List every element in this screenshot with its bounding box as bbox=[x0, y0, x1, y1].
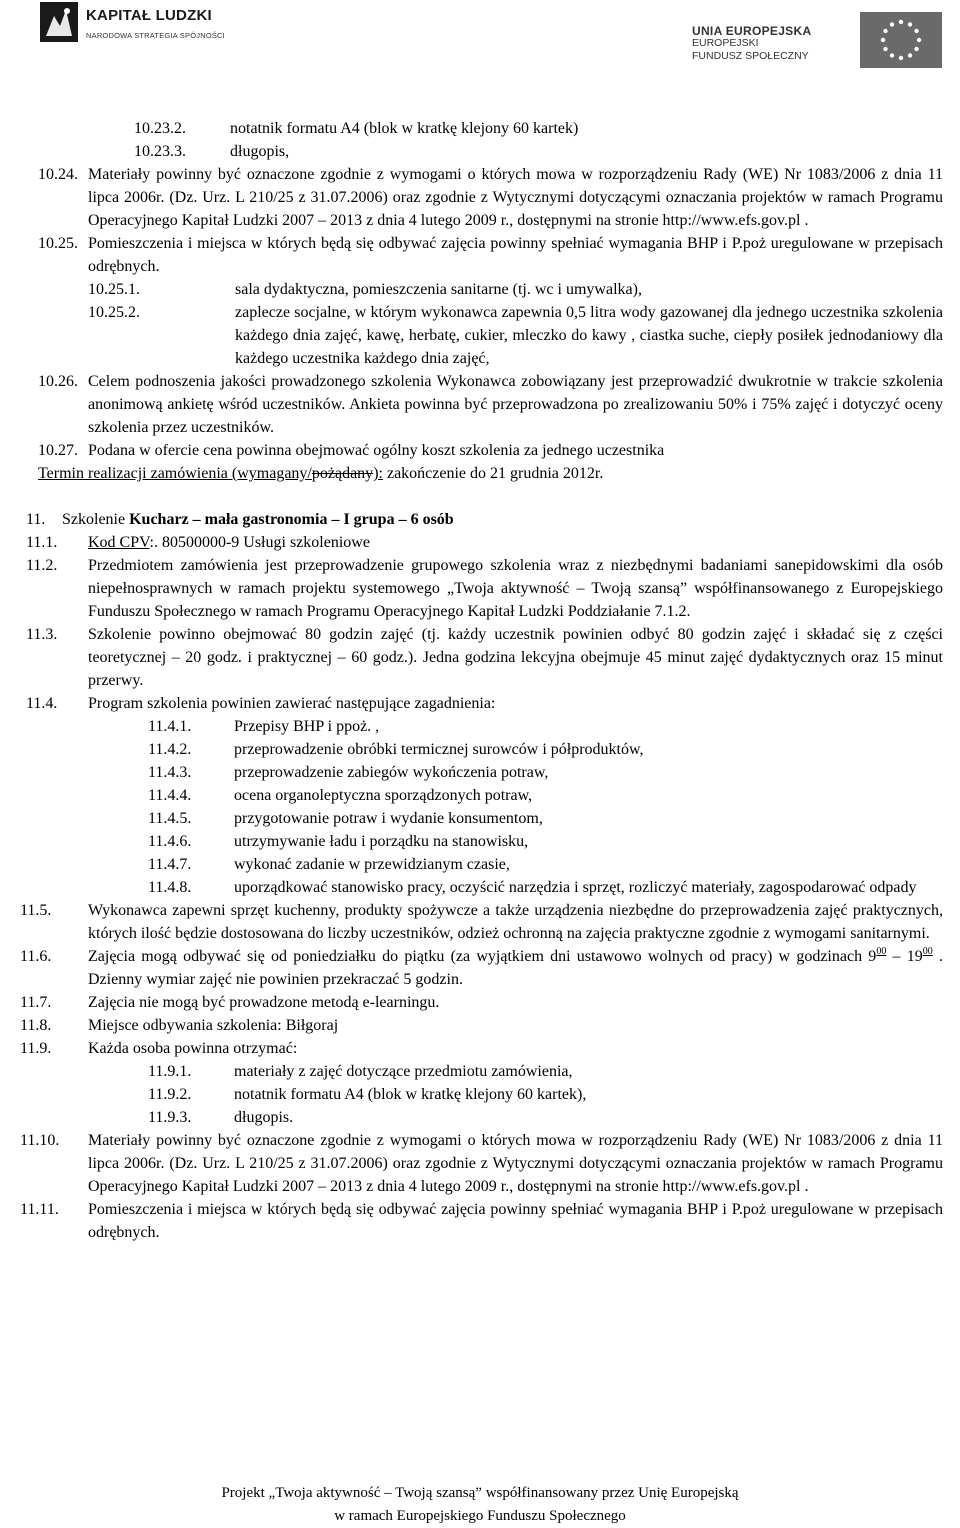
item-text: Przedmiotem zamówienia jest przeprowadzenie grupowego szkolenia wraz z niezbędnymi badaniami sanepidowskimi dla osób niepełnosprawnych w ramach projektu systemowego „Twoja aktywność – Twoją szansą” współfinansowanego z Europejskiego Funduszu Społecznego w ramach Programu Operacyjnego Kapitał Ludzki Poddziałanie 7.1.2. bbox=[88, 557, 943, 620]
section-title-bold: Kucharz – mała gastronomia – I grupa – 6 osób bbox=[129, 511, 454, 528]
item-text: Pomieszczenia i miejsca w których będą się odbywać zajęcia powinny spełniać wymagania BHP i P.poż uregulowane w przepisach odrębnych. bbox=[88, 1201, 943, 1241]
item-number: 11.4.3. bbox=[148, 764, 192, 781]
item-number: 10.27. bbox=[38, 442, 78, 459]
item-text: uporządkować stanowisko pracy, oczyścić narzędzia i sprzęt, rozliczyć materiały, zagospodarować odpady bbox=[234, 879, 917, 896]
document-body bbox=[20, 117, 944, 1244]
eu-flag-icon bbox=[860, 12, 942, 68]
hours-start-minutes: 00 bbox=[876, 946, 887, 957]
item-number: 11.4.5. bbox=[148, 810, 192, 827]
item-text: długopis. bbox=[234, 1109, 294, 1126]
item-number: 10.26. bbox=[38, 373, 78, 390]
item-number: 11.4.4. bbox=[148, 787, 192, 804]
list-item bbox=[38, 1060, 943, 1083]
item-number: 11.4.6. bbox=[148, 833, 192, 850]
item-text: przeprowadzenie obróbki termicznej surowców i półproduktów, bbox=[234, 741, 644, 758]
item-number: 10.23.3. bbox=[134, 143, 186, 160]
item-number: 10.25.1. bbox=[88, 281, 140, 298]
item-number: 10.25. bbox=[38, 235, 78, 252]
item-text: Szkolenie powinno obejmować 80 godzin zajęć (tj. każdy uczestnik powinien odbyć 80 godzin zajęć i składać się z części teoretycznej – 20 godz. i praktycznej – 60 godz.). Jedna godzina lekcyjna obejmuje 45 minut zajęć dydaktycznych oraz 15 minut przerwy. bbox=[88, 626, 943, 689]
right-logo-line1: UNIA EUROPEJSKA bbox=[692, 24, 812, 38]
item-number: 11.4. bbox=[26, 695, 58, 712]
item-number: 11.9.1. bbox=[148, 1063, 192, 1080]
item-text: utrzymywanie ładu i porządku na stanowisku, bbox=[234, 833, 529, 850]
list-item bbox=[26, 623, 943, 692]
list-item bbox=[38, 784, 943, 807]
program-sublist bbox=[38, 715, 943, 899]
right-logo-line2: EUROPEJSKI bbox=[692, 37, 759, 49]
item-number: 11.4.8. bbox=[148, 879, 192, 896]
list-item bbox=[20, 945, 943, 991]
list-item bbox=[20, 899, 943, 945]
item-text: przygotowanie potraw i wydanie konsumentom, bbox=[234, 810, 543, 827]
item-text: długopis, bbox=[230, 143, 290, 160]
cpv-label: Kod CPV bbox=[88, 534, 150, 551]
item-text: Podana w ofercie cena powinna obejmować ogólny koszt szkolenia za jednego uczestnika bbox=[88, 442, 665, 459]
item-text: notatnik formatu A4 (blok w kratkę klejony 60 kartek), bbox=[234, 1086, 587, 1103]
section-title bbox=[62, 508, 454, 531]
list-item bbox=[38, 876, 943, 899]
kapital-ludzki-emblem-icon bbox=[40, 2, 78, 42]
item-text: Zajęcia nie mogą być prowadzone metodą e-learningu. bbox=[88, 994, 440, 1011]
footer-line1: Projekt „Twoja aktywność – Twoją szansą” współfinansowany przez Unię Europejską bbox=[221, 1485, 739, 1501]
item-number: 10.24. bbox=[38, 166, 78, 183]
hours-text-b: – 19 bbox=[886, 948, 923, 965]
list-item bbox=[20, 1037, 943, 1060]
item-text bbox=[88, 531, 943, 554]
list-item bbox=[38, 232, 943, 278]
item-number: 11.4.1. bbox=[148, 718, 192, 735]
item-text: wykonać zadanie w przewidzianym czasie, bbox=[234, 856, 510, 873]
item-text: materiały z zajęć dotyczące przedmiotu zamówienia, bbox=[234, 1063, 573, 1080]
list-item bbox=[20, 991, 943, 1014]
item-number: 11.10. bbox=[20, 1132, 60, 1149]
list-item bbox=[38, 140, 943, 163]
list-item bbox=[38, 439, 943, 462]
termin-value: zakończenie do 21 grudnia 2012r. bbox=[382, 465, 604, 482]
item-number: 11.9.3. bbox=[148, 1109, 192, 1126]
section-number: 11. bbox=[26, 511, 46, 528]
list-item bbox=[38, 301, 943, 370]
item-number: 11.7. bbox=[20, 994, 52, 1011]
item-text bbox=[88, 945, 943, 991]
item-number: 11.6. bbox=[20, 948, 52, 965]
list-item bbox=[38, 1106, 943, 1129]
materials-sublist bbox=[38, 1060, 943, 1129]
list-item bbox=[38, 715, 943, 738]
item-number: 10.23.2. bbox=[134, 120, 186, 137]
list-item bbox=[38, 830, 943, 853]
item-text: Wykonawca zapewni sprzęt kuchenny, produkty spożywcze a także urządzenia niezbędne do przeprowadzenia zajęć praktycznych, których ilość będzie dostosowana do liczby uczestników, odzież ochronną na zajęcia praktyczne zgodnie z wymogami sanitarnymi. bbox=[88, 902, 943, 942]
list-item bbox=[38, 117, 943, 140]
item-number: 11.1. bbox=[26, 534, 58, 551]
item-text: Materiały powinny być oznaczone zgodnie z wymogami o których mowa w rozporządzeniu Rady (WE) Nr 1083/2006 z dnia 11 lipca 2006r. (Dz. Urz. L 210/25 z 31.07.2006) oraz zgodnie z Wytycznymi dotyczącymi oznaczania projektów w ramach Programu Operacyjnego Kapitał Ludzki 2007 – 2013 z dnia 4 lutego 2009 r., dostępnymi na stronie http://www.efs.gov.pl . bbox=[88, 1132, 943, 1195]
page-header bbox=[0, 0, 960, 80]
termin-label: Termin realizacji zamówienia (wymagany/ bbox=[38, 465, 312, 482]
left-logo-title: KAPITAŁ LUDZKI bbox=[86, 7, 212, 24]
hours-end-minutes: 00 bbox=[922, 946, 933, 957]
item-number: 11.8. bbox=[20, 1017, 52, 1034]
list-item bbox=[38, 761, 943, 784]
item-number: 11.3. bbox=[26, 626, 58, 643]
item-number: 11.9.2. bbox=[148, 1086, 192, 1103]
item-text: Celem podnoszenia jakości prowadzonego szkolenia Wykonawca zobowiązany jest przeprowadzić dwukrotnie w trakcie szkolenia anonimową ankietę wśród uczestników. Ankieta powinna być przeprowadzona po zrealizowaniu 50% i 75% zajęć i dotyczyć oceny szkolenia przez uczestników. bbox=[88, 373, 943, 436]
list-item bbox=[38, 163, 943, 232]
item-number: 11.2. bbox=[26, 557, 58, 574]
cpv-value: :. 80500000-9 Usługi szkoleniowe bbox=[149, 534, 370, 551]
termin-struck: pożądany bbox=[311, 465, 374, 482]
item-number: 11.4.7. bbox=[148, 856, 192, 873]
termin-close: ): bbox=[373, 465, 383, 482]
left-logo-subtitle: NARODOWA STRATEGIA SPÓJNOŚCI bbox=[86, 31, 225, 40]
list-item bbox=[38, 278, 943, 301]
hours-text-a: Zajęcia mogą odbywać się od poniedziałku do piątku (za wyjątkiem dni ustawowo wolnych od pracy) w godzinach 9 bbox=[88, 948, 877, 965]
item-number: 11.5. bbox=[20, 902, 52, 919]
item-text: sala dydaktyczna, pomieszczenia sanitarne (tj. wc i umywalka), bbox=[235, 281, 642, 298]
list-item bbox=[20, 1129, 943, 1198]
termin-line bbox=[38, 462, 943, 485]
list-item bbox=[20, 1198, 943, 1244]
footer-line2: w ramach Europejskiego Funduszu Społecznego bbox=[334, 1508, 626, 1524]
list-item bbox=[26, 554, 943, 623]
list-item bbox=[26, 531, 943, 554]
section-title-prefix: Szkolenie bbox=[62, 511, 130, 528]
list-item bbox=[38, 807, 943, 830]
item-text: Materiały powinny być oznaczone zgodnie z wymogami o których mowa w rozporządzeniu Rady (WE) Nr 1083/2006 z dnia 11 lipca 2006r. (Dz. Urz. L 210/25 z 31.07.2006) oraz zgodnie z Wytycznymi dotyczącymi oznaczania projektów w ramach Programu Operacyjnego Kapitał Ludzki 2007 – 2013 z dnia 4 lutego 2009 r., dostępnymi na stronie http://www.efs.gov.pl . bbox=[88, 166, 943, 229]
hours-text-c: . Dzienny wymiar zajęć nie powinien przekraczać 5 godzin. bbox=[88, 948, 944, 988]
right-logo-line3: FUNDUSZ SPOŁECZNY bbox=[692, 50, 809, 62]
item-text: zaplecze socjalne, w którym wykonawca zapewnia 0,5 litra wody gazowanej dla jednego uczestnika szkolenia każdego dnia zajęć, kawę, herbatę, cukier, mleczko do kawy , ciastka suche, ciepły posiłek jednodaniowy dla każdego uczestnika każdego dnia zajęć, bbox=[235, 304, 943, 367]
kapital-ludzki-logo bbox=[22, 2, 225, 64]
item-text: Przepisy BHP i ppoż. , bbox=[234, 718, 380, 735]
item-text: notatnik formatu A4 (blok w kratkę klejony 60 kartek) bbox=[230, 120, 579, 137]
item-text: Miejsce odbywania szkolenia: Biłgoraj bbox=[88, 1017, 339, 1034]
item-number: 11.4.2. bbox=[148, 741, 192, 758]
item-text: Pomieszczenia i miejsca w których będą się odbywać zajęcia powinny spełniać wymagania BHP i P.poż uregulowane w przepisach odrębnych. bbox=[88, 235, 943, 275]
page-footer bbox=[0, 1482, 960, 1528]
item-number: 11.9. bbox=[20, 1040, 52, 1057]
item-number: 10.25.2. bbox=[88, 304, 140, 321]
list-item bbox=[38, 853, 943, 876]
item-text: przeprowadzenie zabiegów wykończenia potraw, bbox=[234, 764, 549, 781]
list-item bbox=[26, 692, 943, 715]
item-text: ocena organoleptyczna sporządzonych potraw, bbox=[234, 787, 533, 804]
item-text: Program szkolenia powinien zawierać następujące zagadnienia: bbox=[88, 695, 496, 712]
section-heading bbox=[26, 508, 943, 531]
eu-logo bbox=[692, 6, 942, 70]
right-logo-text bbox=[692, 37, 809, 63]
list-item bbox=[38, 370, 943, 439]
list-item bbox=[20, 1014, 943, 1037]
spacer bbox=[38, 485, 943, 508]
list-item bbox=[38, 738, 943, 761]
list-item bbox=[38, 1083, 943, 1106]
item-text: Każda osoba powinna otrzymać: bbox=[88, 1040, 298, 1057]
item-number: 11.11. bbox=[20, 1201, 59, 1218]
